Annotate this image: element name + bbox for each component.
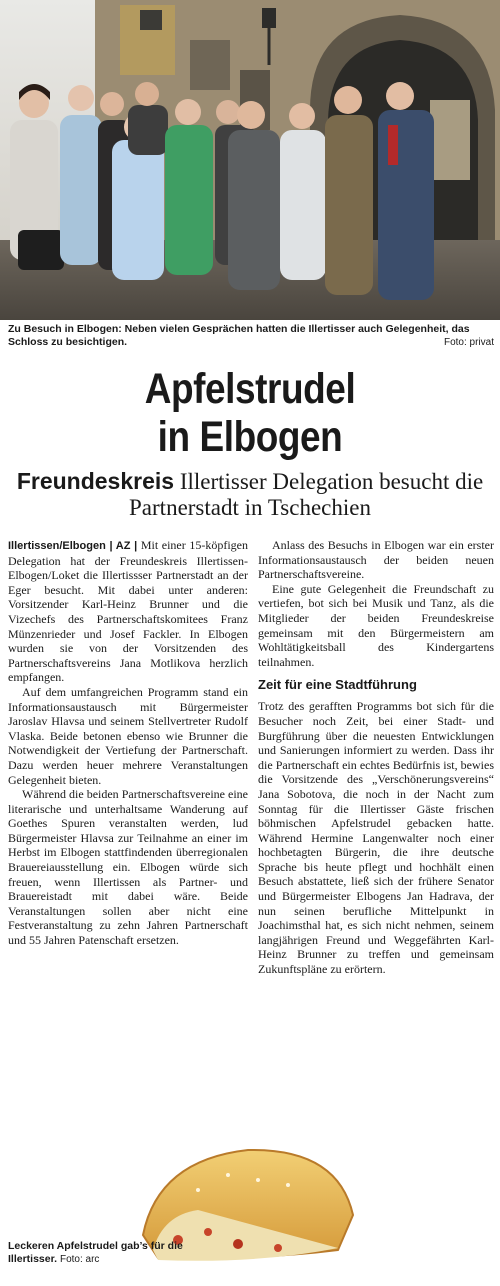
paragraph: Während die beiden Partnerschaftsvereine eine literarische und unterhaltsame Wanderung auf Goethes Spuren veranstalten werden, lud Bürgermeister Hlavsa zur Teilnahme an einer im Herbst im Elbogen stattfindenden überregionalen Brauereiausstellung ein. Elbogen würde sich freuen, wenn Illertissen als Partner- und Brauereistadt mit dabei wäre. Beide Veranstaltungen sollen aber nicht eine Festveranstaltung zu zehn Jahren Partnerschaft und 55 Jahren Patenschaft ersetzen. (8, 787, 248, 948)
headline-line1: Apfelstrudel (144, 365, 356, 413)
paragraph: Anlass des Besuchs in Elbogen war ein erster Informationsaustausch der beiden neuen Partnerschaftsvereine. (258, 538, 494, 582)
headline (35, 365, 465, 461)
group-photo (0, 0, 500, 320)
paragraph: Auf dem umfangreichen Programm stand ein Informationsaustausch mit Bürgermeister Jaroslav Hlavsa und seinem Stellvertreter Rudolf Vlaska. Beide betonen ebenso wie Brunner die Notwendigkeit der Vertiefung der Partnerschaft. Dazu werden heuer mehrere Veranstaltungen Gelegenheit bieten. (8, 684, 248, 787)
paragraph (8, 538, 248, 685)
strudel-caption (8, 1240, 198, 1266)
dateline: Illertissen/Elbogen | AZ | (8, 540, 138, 552)
photo-caption-text: Zu Besuch in Elbogen: Neben vielen Gesprächen hatten die Illertisser auch Gelegenheit, das Schloss zu besichtigen. (8, 323, 470, 348)
subhead-text: Illertisser Delegation besucht die Partnerstadt in Tschechien (129, 469, 484, 520)
subheadline (0, 468, 500, 521)
article-column-1 (8, 538, 248, 948)
photo-caption (8, 323, 494, 349)
article-column-2 (258, 538, 494, 977)
paragraph: Trotz des gerafften Programms bot sich für die Besucher noch Zeit, bei einer Stadt- und Burgführung über die neuesten Entwicklungen und Sanierungen informiert zu werden. Dass ihr die Partnerschaft ein echtes Bedürfnis ist, bewies die Vorsitzende des „Verschönerungsvereins“ Jana Sobotova, die noch in der Nacht zum Sonntag für die Illertisser Gäste frischen böhmischen Apfelstrudel gebacken hatte. Während Hermine Langenwalter noch einer hochbetagten Bürgerin, die ihre deutsche Sprache bis heute pflegt und hochhält einen Besuch abstattete, ließ sich der frühere Senator und Bürgermeister Elbogens Jan Hadrava, der nun seinen berufliche Mittelpunkt in Joachimsthal hat, es sich nicht nehmen, seinem langjährigen Freund und Weggefährten Karl-Heinz Brunner zu treffen und gemeinsam Zukunftspläne zu erörtern. (258, 699, 494, 977)
subhead-kicker: Freundeskreis (16, 468, 175, 494)
headline-line2: in Elbogen (157, 413, 343, 461)
section-heading: Zeit für eine Stadtführung (258, 677, 417, 693)
strudel-caption-text: Leckeren Apfelstrudel gab’s für die Illertisser. (8, 1240, 183, 1265)
photo-credit: Foto: privat (443, 337, 494, 348)
paragraph: Eine gute Gelegenheit die Freundschaft zu vertiefen, bot sich bei Musik und Tanz, als die Mitglieder der beiden Freundeskreise gemeinsam mit den Bürgermeistern am Wohltätigkeitsball des Kindergartens teilnahmen. (258, 581, 494, 669)
paragraph-text: Mit einer 15-köpfigen Delegation hat der Freundeskreis Illertissen-Elbogen/Loket die Illertissser Partnerstadt an der Eger besucht. Mit dabei unter anderen: Vorsitzender Karl-Heinz Brunner und die Vizechefs des Partnerschaftskomitees Franz Münzenrieder und Josef Fackler. In Elbogen wurden sie von der Vorsitzenden des Partnerschaftsvereins Jana Motlikova herzlich empfangen. (8, 538, 248, 685)
strudel-credit: Foto: arc (59, 1254, 100, 1265)
